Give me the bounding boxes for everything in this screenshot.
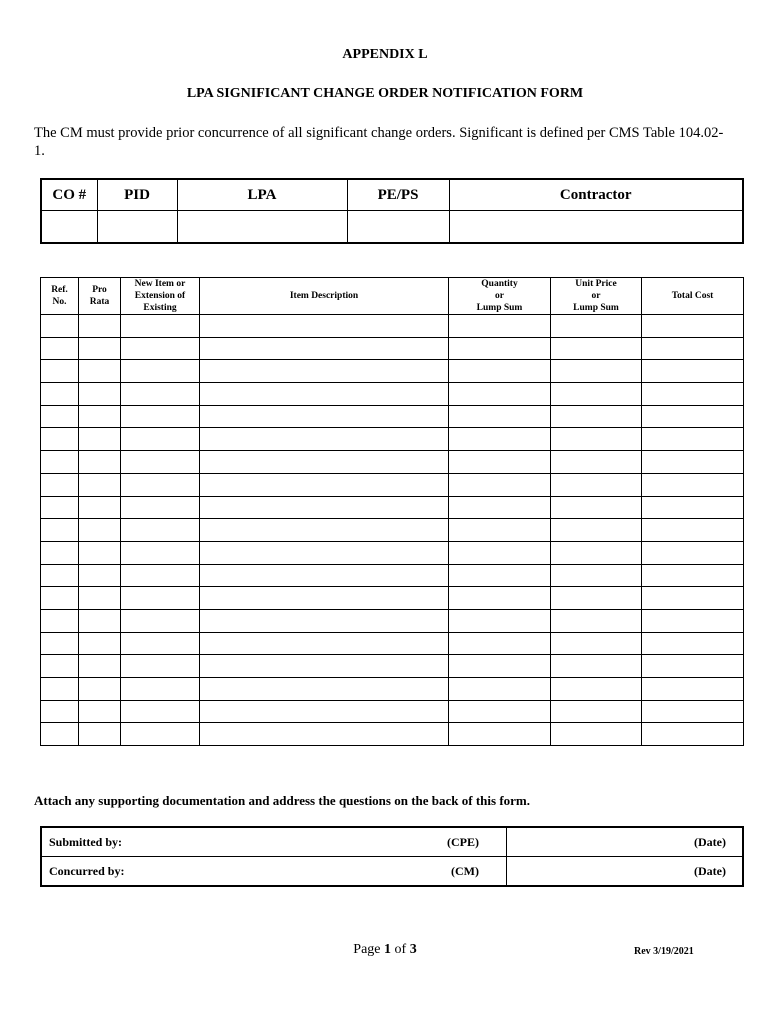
table-cell[interactable]: [200, 451, 449, 474]
table-cell[interactable]: [642, 723, 744, 746]
table-cell[interactable]: [449, 519, 551, 542]
table-cell[interactable]: [79, 496, 121, 519]
table-cell[interactable]: [41, 383, 79, 406]
table-cell[interactable]: [642, 337, 744, 360]
table-cell[interactable]: [41, 315, 79, 338]
table-cell[interactable]: [121, 632, 200, 655]
table-cell[interactable]: [200, 723, 449, 746]
table-cell[interactable]: [200, 360, 449, 383]
table-cell[interactable]: [449, 678, 551, 701]
table-cell[interactable]: [79, 405, 121, 428]
submitted-by-label: Submitted by:: [41, 827, 392, 857]
table-cell[interactable]: [121, 473, 200, 496]
revision-date: Rev 3/19/2021: [634, 946, 694, 957]
table-cell[interactable]: [200, 564, 449, 587]
table-cell[interactable]: [200, 609, 449, 632]
table-cell[interactable]: [41, 700, 79, 723]
table-cell[interactable]: [41, 473, 79, 496]
table-cell[interactable]: [121, 428, 200, 451]
table-cell[interactable]: [79, 564, 121, 587]
table-cell[interactable]: [79, 723, 121, 746]
table-row: [41, 655, 744, 678]
table-row: [41, 700, 744, 723]
table-cell[interactable]: [551, 700, 642, 723]
table-cell[interactable]: [79, 632, 121, 655]
table-cell[interactable]: [79, 360, 121, 383]
submitted-role-label: (CPE): [392, 827, 507, 857]
table-cell[interactable]: [41, 451, 79, 474]
table-row: [41, 587, 744, 610]
table-cell[interactable]: [551, 723, 642, 746]
table-cell[interactable]: [200, 383, 449, 406]
table-cell[interactable]: [121, 609, 200, 632]
table-cell[interactable]: [121, 519, 200, 542]
table-cell[interactable]: [200, 655, 449, 678]
table-cell[interactable]: [551, 519, 642, 542]
table-cell[interactable]: [551, 496, 642, 519]
table-cell[interactable]: [121, 496, 200, 519]
table-cell[interactable]: [200, 496, 449, 519]
table-cell[interactable]: [121, 360, 200, 383]
header-contractor: Contractor: [449, 179, 743, 211]
header-pe-ps: PE/PS: [347, 179, 449, 211]
table-cell[interactable]: [642, 587, 744, 610]
table-cell[interactable]: [642, 360, 744, 383]
table-row: [41, 315, 744, 338]
table-cell[interactable]: [79, 609, 121, 632]
table-row: [41, 383, 744, 406]
table-cell[interactable]: [41, 587, 79, 610]
project-info-table: [40, 178, 744, 244]
table-cell[interactable]: [121, 700, 200, 723]
table-cell[interactable]: [449, 655, 551, 678]
table-cell[interactable]: [200, 678, 449, 701]
table-cell[interactable]: [449, 700, 551, 723]
table-cell[interactable]: [642, 678, 744, 701]
table-cell[interactable]: [41, 609, 79, 632]
co-number-field[interactable]: [41, 211, 97, 244]
table-cell[interactable]: [121, 337, 200, 360]
table-cell[interactable]: [79, 315, 121, 338]
table-cell[interactable]: [449, 632, 551, 655]
table-cell[interactable]: [41, 360, 79, 383]
table-cell[interactable]: [79, 473, 121, 496]
item-rows: [41, 315, 744, 746]
submitted-row: [41, 827, 743, 857]
table-cell[interactable]: [449, 541, 551, 564]
col-total-cost: Total Cost: [642, 278, 744, 315]
table-cell[interactable]: [642, 428, 744, 451]
table-cell[interactable]: [79, 541, 121, 564]
table-cell[interactable]: [41, 405, 79, 428]
col-new-item: New Item or Extension of Existing: [121, 278, 200, 315]
table-cell[interactable]: [200, 315, 449, 338]
table-cell[interactable]: [79, 587, 121, 610]
table-row: [41, 564, 744, 587]
table-cell[interactable]: [121, 655, 200, 678]
table-cell[interactable]: [551, 337, 642, 360]
table-cell[interactable]: [449, 360, 551, 383]
table-cell[interactable]: [41, 678, 79, 701]
table-cell[interactable]: [551, 587, 642, 610]
table-cell[interactable]: [121, 315, 200, 338]
table-cell[interactable]: [200, 519, 449, 542]
table-cell[interactable]: [449, 564, 551, 587]
table-cell[interactable]: [551, 609, 642, 632]
table-row: [41, 496, 744, 519]
table-cell[interactable]: [79, 655, 121, 678]
table-cell[interactable]: [449, 383, 551, 406]
attach-note: Attach any supporting documentation and address the questions on the back of this form.: [34, 793, 530, 808]
table-cell[interactable]: [41, 496, 79, 519]
table-cell[interactable]: [642, 315, 744, 338]
table-cell[interactable]: [551, 541, 642, 564]
table-cell[interactable]: [642, 473, 744, 496]
table-cell[interactable]: [41, 337, 79, 360]
table-cell[interactable]: [551, 678, 642, 701]
table-row: [41, 541, 744, 564]
table-cell[interactable]: [449, 405, 551, 428]
table-cell[interactable]: [642, 383, 744, 406]
col-ref-no: Ref. No.: [41, 278, 79, 315]
contractor-field[interactable]: [449, 211, 743, 244]
concurred-date-label: (Date): [507, 857, 744, 887]
table-cell[interactable]: [121, 564, 200, 587]
table-row: [41, 428, 744, 451]
table-cell[interactable]: [41, 723, 79, 746]
page-number: Page 1 of 3: [353, 942, 417, 957]
table-cell[interactable]: [551, 405, 642, 428]
table-cell[interactable]: [79, 678, 121, 701]
table-cell[interactable]: [121, 383, 200, 406]
table-cell[interactable]: [551, 564, 642, 587]
table-cell[interactable]: [449, 451, 551, 474]
table-cell[interactable]: [200, 541, 449, 564]
header-co-number: CO #: [41, 179, 97, 211]
col-pro-rata: Pro Rata: [79, 278, 121, 315]
table-row: [41, 609, 744, 632]
table-cell[interactable]: [449, 587, 551, 610]
col-item-description: Item Description: [200, 278, 449, 315]
table-cell[interactable]: [121, 541, 200, 564]
table-cell[interactable]: [551, 360, 642, 383]
table-cell[interactable]: [79, 700, 121, 723]
table-cell[interactable]: [41, 428, 79, 451]
table-cell[interactable]: [551, 632, 642, 655]
table-cell[interactable]: [551, 655, 642, 678]
table-cell[interactable]: [41, 541, 79, 564]
table-cell[interactable]: [200, 632, 449, 655]
table-cell[interactable]: [41, 519, 79, 542]
table-cell[interactable]: [79, 519, 121, 542]
table-cell[interactable]: [79, 383, 121, 406]
table-row: [41, 473, 744, 496]
table-cell[interactable]: [642, 451, 744, 474]
table-cell[interactable]: [200, 428, 449, 451]
table-cell[interactable]: [642, 564, 744, 587]
table-cell[interactable]: [121, 678, 200, 701]
table-cell[interactable]: [121, 587, 200, 610]
table-cell[interactable]: [642, 700, 744, 723]
table-row: [41, 405, 744, 428]
table-cell[interactable]: [79, 428, 121, 451]
table-cell[interactable]: [449, 609, 551, 632]
header-lpa: LPA: [177, 179, 347, 211]
table-cell[interactable]: [551, 315, 642, 338]
table-cell[interactable]: [642, 609, 744, 632]
table-cell[interactable]: [449, 428, 551, 451]
table-cell[interactable]: [200, 473, 449, 496]
table-cell[interactable]: [551, 428, 642, 451]
table-row: [41, 337, 744, 360]
form-title: LPA SIGNIFICANT CHANGE ORDER NOTIFICATION FORM: [186, 86, 584, 101]
table-cell[interactable]: [642, 496, 744, 519]
table-cell[interactable]: [121, 405, 200, 428]
table-cell[interactable]: [200, 587, 449, 610]
col-unit-price: Unit Price or Lump Sum: [551, 278, 642, 315]
table-cell[interactable]: [449, 337, 551, 360]
table-cell[interactable]: [79, 337, 121, 360]
table-cell[interactable]: [642, 655, 744, 678]
table-cell[interactable]: [449, 723, 551, 746]
table-cell[interactable]: [200, 700, 449, 723]
table-cell[interactable]: [551, 451, 642, 474]
change-items-table: [40, 277, 744, 746]
table-cell[interactable]: [121, 723, 200, 746]
table-row: [41, 451, 744, 474]
lpa-field[interactable]: [177, 211, 347, 244]
table-cell[interactable]: [41, 655, 79, 678]
table-row: [41, 723, 744, 746]
table-row: [41, 519, 744, 542]
table-cell[interactable]: [551, 383, 642, 406]
concurred-row: [41, 857, 743, 887]
table-cell[interactable]: [121, 451, 200, 474]
table-cell[interactable]: [449, 496, 551, 519]
table-cell[interactable]: [200, 337, 449, 360]
concurred-by-label: Concurred by:: [41, 857, 392, 887]
table-cell[interactable]: [41, 632, 79, 655]
table-cell[interactable]: [642, 541, 744, 564]
table-row: [41, 632, 744, 655]
table-cell[interactable]: [449, 315, 551, 338]
table-cell[interactable]: [642, 632, 744, 655]
appendix-heading: APPENDIX L: [342, 47, 428, 62]
submitted-date-label: (Date): [507, 827, 744, 857]
table-cell[interactable]: [449, 473, 551, 496]
table-cell[interactable]: [200, 405, 449, 428]
table-cell[interactable]: [642, 519, 744, 542]
table-cell[interactable]: [551, 473, 642, 496]
table-cell[interactable]: [79, 451, 121, 474]
col-quantity: Quantity or Lump Sum: [449, 278, 551, 315]
pe-ps-field[interactable]: [347, 211, 449, 244]
header-pid: PID: [97, 179, 177, 211]
intro-text: The CM must provide prior concurrence of all significant change orders. Significant is defined per CMS Table 104.02-1.: [34, 125, 724, 159]
concurred-role-label: (CM): [392, 857, 507, 887]
pid-field[interactable]: [97, 211, 177, 244]
table-cell[interactable]: [642, 405, 744, 428]
table-row: [41, 360, 744, 383]
signature-table: [40, 826, 744, 887]
table-cell[interactable]: [41, 564, 79, 587]
table-row: [41, 678, 744, 701]
